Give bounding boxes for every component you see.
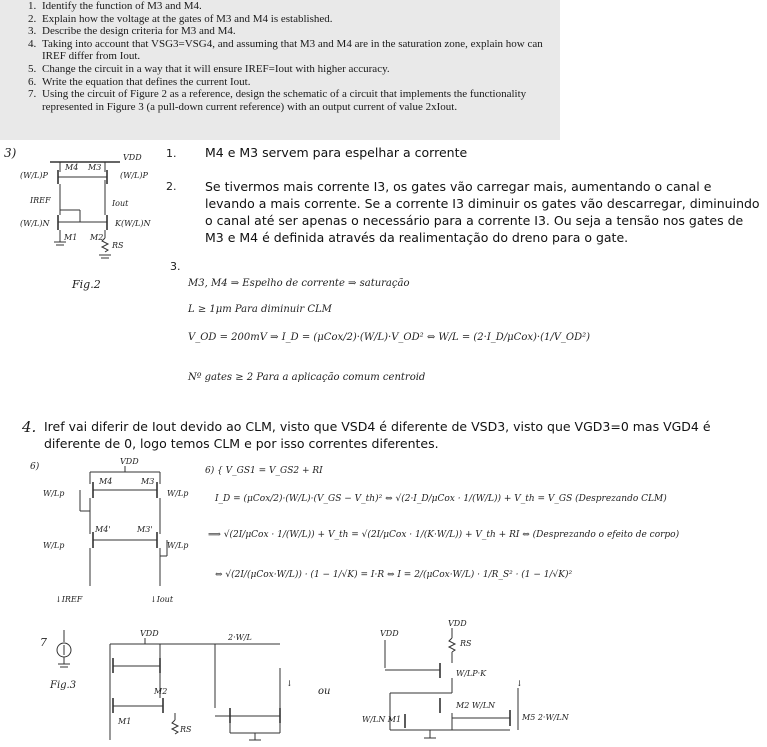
answer-4-text: Iref vai diferir de Iout devido ao CLM, visto que VSD4 é diferente de VSD3, visto que VGD3=0 mas VGD4 é diferente de 0, logo temos CLM e por isso correntes diferentes. xyxy=(44,419,711,451)
m3p-label: M3' xyxy=(137,525,153,534)
m1b-label: W/LN M1 xyxy=(362,715,402,724)
fig-2-caption: Fig.2 xyxy=(72,278,101,291)
m4p-label: M4' xyxy=(95,525,111,534)
eq6-line-4: ⇔ √(2I/(μCox·W/L)) · (1 − 1/√K) = I·R ⇔ I = 2/(μCox·W/L) · 1/R_S² · (1 − 1/√K)² xyxy=(215,570,573,580)
wlp-left-label: W/Lp xyxy=(43,489,65,498)
m4-label: M4 xyxy=(65,163,79,172)
answer-2-number: 2. xyxy=(166,180,177,193)
current-source-icon xyxy=(54,630,74,670)
vdd-right-label: VDD xyxy=(448,619,467,628)
eq6-line-3: ⟹ √(2I/μCox · 1/(W/L)) + V_th = √(2I/μCox · 1/(K·W/L)) + V_th + RI ⇔ (Desprezando o efeito de corpo) xyxy=(208,530,680,540)
cascode-schematic xyxy=(43,456,195,606)
wlp-right-label: W/Lp xyxy=(167,489,189,498)
part-3-label: 3) xyxy=(4,146,17,160)
m1-label: M1 xyxy=(64,233,78,242)
answer-3-line-3: V_OD = 200mV ⇒ I_D = (μCox/2)·(W/L)·V_OD² ⇔ W/L = (2·I_D/μCox)·(1/V_OD²) xyxy=(188,332,591,343)
wl-p-right-label: (W/L)P xyxy=(120,171,148,180)
k-wl-n-label: K(W/L)N xyxy=(115,219,151,228)
svg-text:↓: ↓ xyxy=(286,679,293,688)
m3k-label: W/LP·K xyxy=(456,669,487,678)
m2b-label: M2 W/LN xyxy=(456,701,496,710)
part-7-label: 7 xyxy=(40,636,47,649)
fig-3-caption: Fig.3 xyxy=(50,680,77,691)
m2-label: M2 xyxy=(90,233,104,242)
question-item: 5. Change the circuit in a way that it will ensure IREF=Iout with higher accuracy. xyxy=(28,62,390,75)
answer-3-line-4: Nº gates ≥ 2 Para a aplicação comum centroid xyxy=(188,372,426,383)
question-item: 7. Using the circuit of Figure 2 as a reference, design the schematic of a circuit that implements the functionality represented in Figure 3 (a pull-down current reference) with an output current of value 2xIout. xyxy=(28,88,527,113)
question-item: 2. Explain how the voltage at the gates of M3 and M4 is established. xyxy=(28,12,333,25)
vdd-label: VDD xyxy=(120,457,139,466)
eq6-line-1: 6) { V_GS1 = V_GS2 + RI xyxy=(205,466,323,476)
answer-4-number: 4. xyxy=(22,418,37,436)
vdd-label: VDD xyxy=(140,629,159,638)
m3-label: M3 xyxy=(141,477,155,486)
iref-label: ↓IREF xyxy=(55,595,83,604)
k-label: 2·W/L xyxy=(228,633,252,642)
ou-label: ou xyxy=(318,686,331,697)
question-panel xyxy=(0,0,560,140)
answer-2-text: Se tivermos mais corrente I3, os gates vão carregar mais, aumentando o canal e levando a mais corrente. Se a corrente I3 diminuir os gates vão descarregar, diminuindo o canal até ser apenas o necessário para a corrente I3. Ou seja a tensão nos gates de M3 e M4 é definida através da realimentação do dreno para o gate. xyxy=(205,179,760,245)
wl-p-left-label: (W/L)P xyxy=(20,171,48,180)
answer-3-number: 3. xyxy=(170,260,181,273)
figure-2-schematic xyxy=(20,150,155,265)
answer-3-line-2: L ≥ 1μm Para diminuir CLM xyxy=(188,304,332,315)
iout-label: ↓Iout xyxy=(150,595,174,604)
answer-1-number: 1. xyxy=(166,147,177,160)
m4-label: M4 xyxy=(99,477,113,486)
m3-label: M3 xyxy=(88,163,102,172)
iout-label: Iout xyxy=(112,199,129,208)
question-item: 3. Describe the design criteria for M3 and M4. xyxy=(28,25,236,38)
design-schematic-left xyxy=(100,628,300,746)
part-6-label: 6) xyxy=(30,462,40,472)
m2-label: M2 xyxy=(154,687,168,696)
svg-text:↓: ↓ xyxy=(516,679,523,688)
answer-1-text: M4 e M3 servem para espelhar a corrente xyxy=(205,145,468,160)
wl-n-left-label: (W/L)N xyxy=(20,219,50,228)
wlp-bottom-right-label: W/Lp xyxy=(167,541,189,550)
svg-text:RS: RS xyxy=(460,639,472,648)
question-item: 6. Write the equation that defines the current Iout. xyxy=(28,75,251,88)
eq6-line-2: I_D = (μCox/2)·(W/L)·(V_GS − V_th)² ⇔ √(2·I_D/μCox · 1/(W/L)) + V_th = V_GS (Desprezando CLM) xyxy=(215,494,667,504)
wlp-bottom-left-label: W/Lp xyxy=(43,541,65,550)
vdd-label: VDD xyxy=(123,153,142,162)
question-item: 1. Identify the function of M3 and M4. xyxy=(28,0,202,12)
design-schematic-right xyxy=(362,618,570,746)
m1-label: M1 xyxy=(118,717,132,726)
question-item: 4. Taking into account that VSG3=VSG4, and assuming that M3 and M4 are in the saturation zone, explain how can IREF differ from Iout. xyxy=(28,37,543,63)
question-list xyxy=(28,0,558,113)
m5-label: M5 2·W/LN xyxy=(522,713,569,722)
rs-label: RS xyxy=(180,725,192,734)
vdd-left-label: VDD xyxy=(380,629,399,638)
iref-label: IREF xyxy=(30,196,51,205)
rs-label: RS xyxy=(112,241,124,250)
answer-3-line-1: M3, M4 ⇒ Espelho de corrente ⇒ saturação xyxy=(188,278,410,289)
